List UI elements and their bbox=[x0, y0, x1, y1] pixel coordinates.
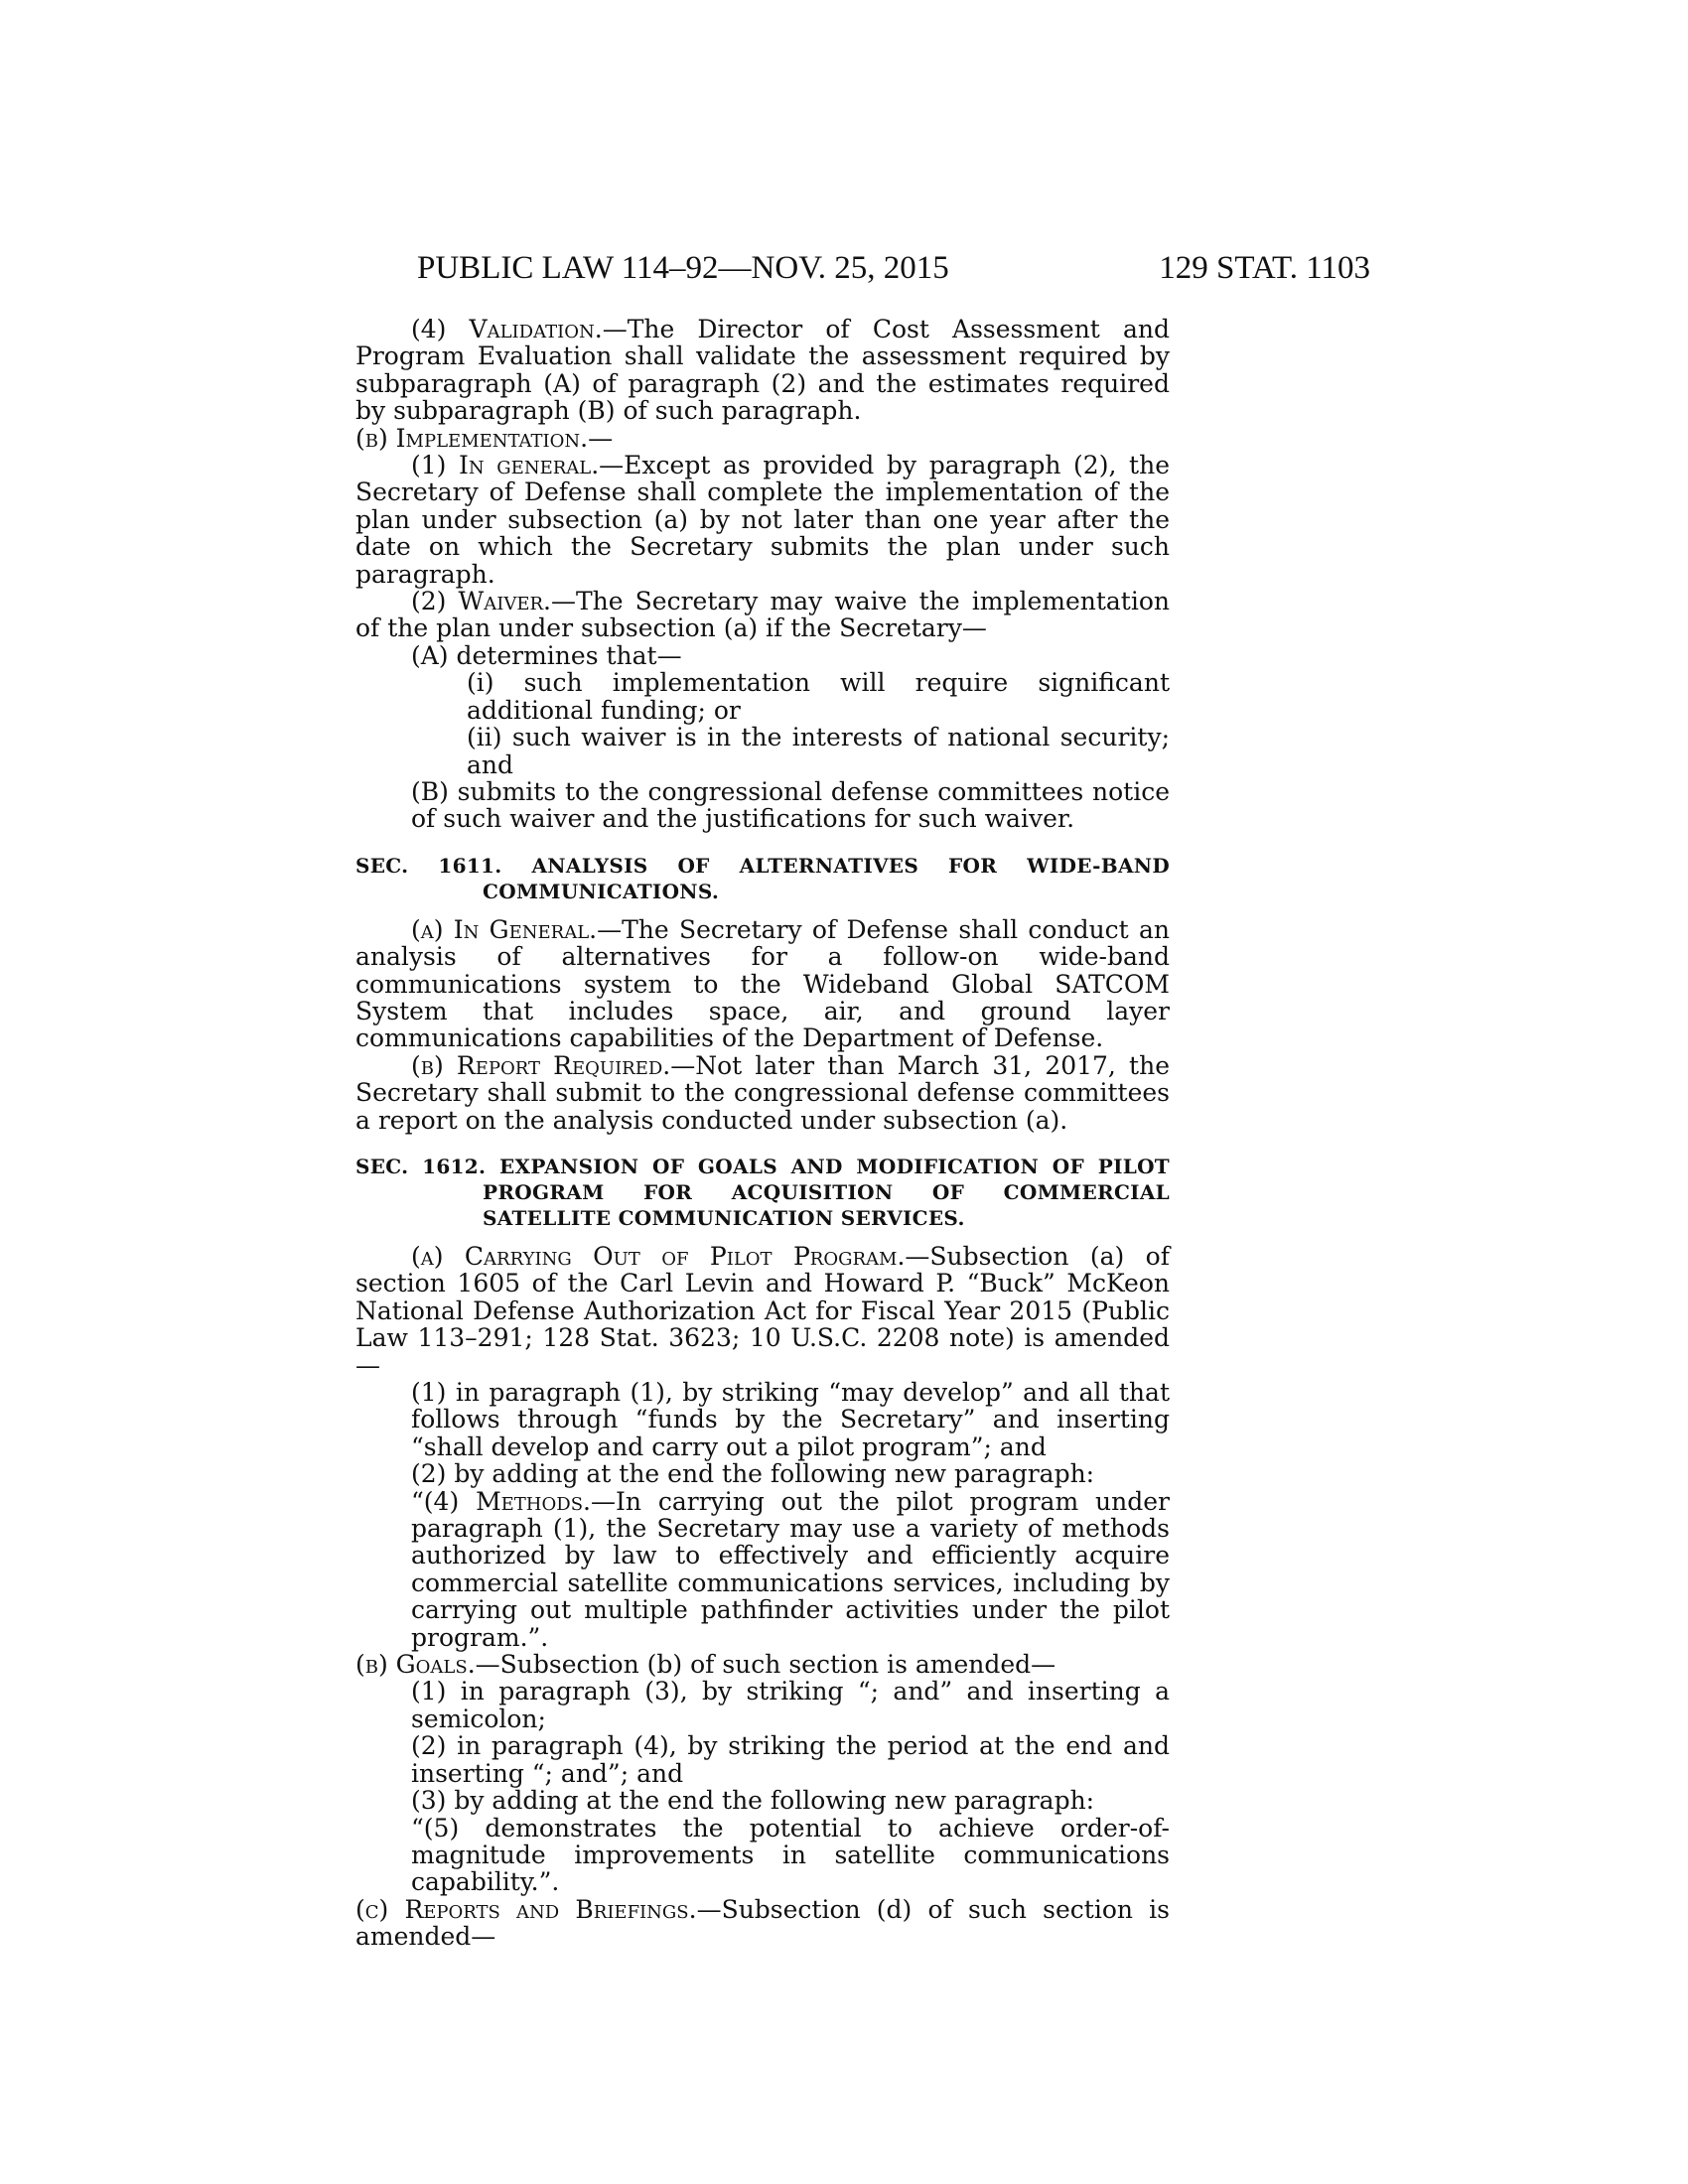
section-1611-heading: SEC. 1611. ANALYSIS OF ALTERNATIVES FOR WIDE-BAND COMMUNICATIONS. bbox=[355, 853, 1170, 903]
paragraph-text: —Not later than March 31, 2017, the Secretary shall submit to the congressional defense committees a report on the analysis conducted under subsection (a). bbox=[355, 1050, 1170, 1135]
paragraph-waiver bbox=[355, 588, 1170, 642]
sec1612-b-paragraph-3: (3) by adding at the end the following new paragraph: bbox=[411, 1786, 1095, 1816]
clause-ii: (ii) such waiver is in the interests of national security; and bbox=[467, 723, 1170, 779]
sec1612-b-paragraph-2: (2) in paragraph (4), by striking the period at the end and inserting “; and”; and bbox=[411, 1731, 1170, 1788]
clause-i: (i) such implementation will require significant additional funding; or bbox=[467, 668, 1170, 725]
paragraph-label: (a) In General. bbox=[411, 914, 598, 944]
paragraph-label: (2) Waiver. bbox=[411, 587, 551, 616]
paragraph-label: (b) Report Required. bbox=[411, 1050, 671, 1080]
paragraph-label: (b) Goals. bbox=[355, 1650, 476, 1680]
paragraph-text: —The Secretary may waive the implementation of the plan under subsection (a) if the Secretary— bbox=[355, 587, 1170, 643]
clause-submits: (B) submits to the congressional defense committees notice of such waiver and the justifications for such waiver. bbox=[411, 776, 1170, 834]
sec1612-subsection-a bbox=[355, 1243, 1170, 1379]
paragraph-text: —In carrying out the pilot program under paragraph (1), the Secretary may use a variety of methods authorized by law to effectively and efficiently acquire commercial satellite communications services, including by carrying out multiple pathfinder activities under the pilot program.”. bbox=[411, 1486, 1170, 1652]
paragraph-text: —The Secretary of Defense shall conduct an analysis of alternatives for a follow-on wide-band communications system to the Wideband Global SATCOM System that includes space, air, and ground layer communications capabilities of the Department of Defense. bbox=[355, 914, 1170, 1053]
paragraph-label: (c) Reports and Briefings. bbox=[355, 1894, 697, 1924]
sec1612-b-paragraph-1: (1) in paragraph (3), by striking “; and” and inserting a semicolon; bbox=[411, 1677, 1170, 1733]
document-body bbox=[355, 316, 1170, 1951]
paragraph-text: — bbox=[588, 423, 614, 453]
paragraph-text: —Subsection (b) of such section is amended— bbox=[475, 1650, 1056, 1680]
sec1612-a-paragraph-1: (1) in paragraph (1), by striking “may develop” and all that follows through “funds by the Secretary” and inserting “shall develop and carry out a pilot program”; and bbox=[411, 1378, 1170, 1461]
sec1612-subsection-b bbox=[355, 1651, 1170, 1678]
page-header bbox=[417, 248, 1370, 288]
sec1612-quoted-goal-5: “(5) demonstrates the potential to achieve order-of-magnitude improvements in satellite communications capability.”. bbox=[411, 1813, 1170, 1897]
paragraph-label: “(4) Methods. bbox=[411, 1486, 591, 1516]
sec1611-subsection-b bbox=[355, 1052, 1170, 1134]
paragraph-text: —Subsection (d) of such section is amended— bbox=[355, 1894, 1170, 1952]
statute-page-number: 129 STAT. 1103 bbox=[1159, 250, 1370, 286]
paragraph-in-general bbox=[355, 452, 1170, 588]
paragraph-label: (4) Validation. bbox=[411, 315, 603, 343]
section-1612-heading: SEC. 1612. EXPANSION OF GOALS AND MODIFICATION OF PILOT PROGRAM FOR ACQUISITION OF COMMERCIAL SATELLITE COMMUNICATION SERVICES. bbox=[355, 1154, 1170, 1230]
sec1612-quoted-methods bbox=[355, 1488, 1170, 1651]
paragraph-text: —Subsection (a) of section 1605 of the Carl Levin and Howard P. “Buck” McKeon National Defense Authorization Act for Fiscal Year 2015 (Public Law 113–291; 128 Stat. 3623; 10 U.S.C. 2208 note) is amended— bbox=[355, 1241, 1170, 1380]
paragraph-label: (b) Implementation. bbox=[355, 423, 589, 453]
sec1611-subsection-a bbox=[355, 916, 1170, 1052]
paragraph-text: —The Director of Cost Assessment and Program Evaluation shall validate the assessment required by subparagraph (A) of paragraph (2) and the estimates required by subparagraph (B) of such paragraph. bbox=[355, 315, 1170, 426]
paragraph-validation bbox=[355, 316, 1170, 425]
paragraph-label: (a) Carrying Out of Pilot Program. bbox=[411, 1241, 906, 1271]
paragraph-label: (1) In general. bbox=[411, 451, 600, 480]
clause-determines: (A) determines that— bbox=[411, 640, 682, 670]
public-law-title: PUBLIC LAW 114–92—NOV. 25, 2015 bbox=[417, 250, 949, 286]
sec1612-subsection-c bbox=[355, 1896, 1170, 1951]
sec1612-a-paragraph-2: (2) by adding at the end the following new paragraph: bbox=[411, 1459, 1095, 1489]
subsection-implementation bbox=[355, 425, 1170, 452]
paragraph-text: —Except as provided by paragraph (2), the Secretary of Defense shall complete the implementation of the plan under subsection (a) by not later than one year after the date on which the Secretary submits the plan under such paragraph. bbox=[355, 451, 1170, 589]
